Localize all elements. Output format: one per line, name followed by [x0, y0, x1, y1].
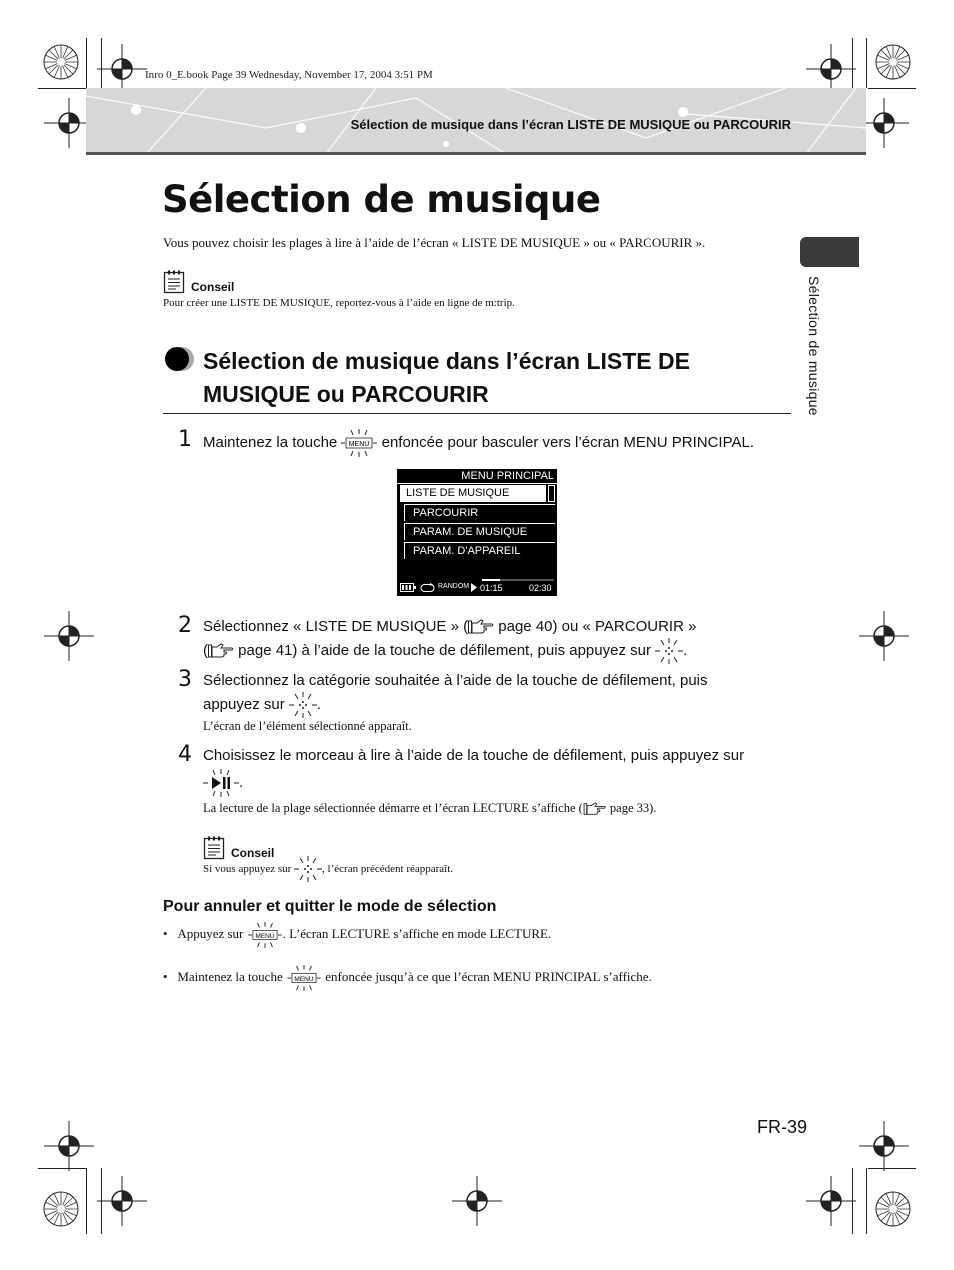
step-text-part: Maintenez la touche	[203, 433, 338, 451]
step-3-line-1: Sélectionnez la catégorie souhaitée à l’aide de la touche de défilement, puis	[203, 672, 708, 689]
play-pause-button-icon	[203, 769, 239, 797]
step-text-part: Sélectionnez « LISTE DE MUSIQUE » (	[203, 618, 469, 635]
bullet-mark: •	[163, 969, 168, 984]
step-2-line-1	[203, 615, 696, 638]
screen-divider	[397, 483, 557, 484]
chapter-side-label: Sélection de musique	[806, 276, 822, 416]
progress-bar	[482, 579, 554, 581]
crop-line	[101, 38, 102, 88]
step-text-part: (	[203, 641, 208, 659]
enter-button-icon	[289, 692, 317, 718]
tip-text-part: , l’écran précédent réapparaît.	[322, 863, 454, 875]
step-text-part: page 41) à l’aide de la touche de défilement, puis appuyez sur	[238, 641, 651, 659]
tip-label: Conseil	[191, 280, 235, 294]
bullet-item	[163, 921, 551, 948]
step-3-note: L’écran de l’élément sélectionné apparaît.	[203, 719, 412, 733]
step-number: 2	[178, 613, 192, 638]
crop-line	[852, 38, 853, 88]
bullet-item	[163, 964, 652, 991]
step-text-part: page 40) ou « PARCOURIR »	[498, 618, 697, 635]
bullet-text-part: . L’écran LECTURE s’affiche en mode LECTURE.	[282, 926, 552, 941]
screen-menu-item[interactable]: PARCOURIR	[404, 504, 555, 521]
color-rosette-icon	[875, 44, 911, 80]
step-3-line-2	[203, 692, 321, 718]
menu-key-label: MENU	[294, 975, 314, 983]
play-indicator-icon	[471, 583, 477, 592]
header-rule	[86, 152, 866, 155]
crop-line	[86, 38, 87, 88]
step-number: 4	[178, 742, 192, 767]
bullet-text-part: Maintenez la touche	[177, 969, 283, 984]
crop-line	[86, 1168, 87, 1234]
registration-mark-icon	[806, 44, 856, 94]
screen-menu-item[interactable]: PARAM. DE MUSIQUE	[404, 523, 555, 540]
step-text-part: .	[316, 695, 322, 713]
step-text-part: .	[683, 641, 688, 659]
crop-line	[866, 38, 867, 88]
crop-line	[38, 88, 86, 89]
page-number: FR-39	[757, 1117, 808, 1137]
registration-mark-icon	[806, 1176, 856, 1226]
print-slug: Inro 0_E.book Page 39 Wednesday, November 17, 2004 3:51 PM	[145, 69, 433, 81]
random-indicator: RANDOM	[438, 583, 470, 590]
crop-line	[38, 1168, 86, 1169]
battery-icon	[400, 583, 416, 592]
registration-mark-icon	[97, 44, 147, 94]
color-rosette-icon	[43, 44, 79, 80]
crop-line	[866, 1168, 867, 1234]
menu-button-icon	[286, 965, 322, 991]
step-text-part: .	[239, 773, 244, 791]
registration-mark-icon	[97, 1176, 147, 1226]
step-text-part: appuyez sur	[203, 695, 285, 713]
menu-key-label: MENU	[349, 441, 370, 448]
step-number: 3	[178, 667, 192, 692]
step-text-part: enfoncée pour basculer vers l’écran MENU PRINCIPAL.	[381, 433, 754, 451]
screen-scrollbar	[548, 485, 555, 502]
screen-selected-item[interactable]: LISTE DE MUSIQUE	[400, 485, 546, 502]
elapsed-time: 01:15	[480, 583, 503, 593]
screen-menu-item[interactable]: PARAM. D'APPAREIL	[404, 542, 555, 559]
enter-button-icon	[294, 856, 322, 882]
color-rosette-icon	[43, 1191, 79, 1227]
step-1-text	[203, 429, 754, 457]
note-part: page 33).	[609, 801, 657, 815]
registration-mark-icon	[859, 1121, 909, 1171]
menu-button-icon	[247, 922, 283, 948]
header-band	[86, 88, 866, 154]
bullet-text-part: Appuyez sur	[177, 926, 244, 941]
enter-button-icon	[655, 638, 683, 664]
registration-mark-icon	[859, 611, 909, 661]
note-part: La lecture de la plage sélectionnée démarre et l’écran LECTURE s’affiche (	[203, 801, 583, 815]
crop-line	[101, 1168, 102, 1234]
subsection-title: Pour annuler et quitter le mode de sélection	[163, 898, 497, 915]
step-number: 1	[178, 427, 192, 452]
section-title: Sélection de musique dans l’écran LISTE DE MUSIQUE ou PARCOURIR	[203, 348, 690, 407]
pointing-hand-icon	[468, 619, 494, 635]
section-bullet-icon	[163, 345, 195, 373]
tip-text: Pour créer une LISTE DE MUSIQUE, reportez-vous à l’aide en ligne de m:trip.	[163, 297, 515, 309]
device-screen	[397, 469, 557, 596]
color-rosette-icon	[875, 1191, 911, 1227]
chapter-tab	[800, 237, 859, 267]
crop-line	[852, 1168, 853, 1234]
step-4-line-2	[203, 769, 243, 797]
menu-key-label: MENU	[255, 932, 275, 940]
step-4-line-1: Choisissez le morceau à lire à l’aide de la touche de défilement, puis appuyez sur	[203, 747, 745, 764]
running-title: Sélection de musique dans l’écran LISTE DE MUSIQUE ou PARCOURIR	[350, 117, 791, 132]
pointing-hand-icon	[583, 802, 607, 816]
bullet-text-part: enfoncée jusqu’à ce que l’écran MENU PRINCIPAL s’affiche.	[325, 969, 652, 984]
crop-line	[868, 88, 916, 89]
registration-mark-icon	[452, 1176, 502, 1226]
total-time: 02:30	[529, 583, 552, 593]
tip-label: Conseil	[231, 846, 275, 860]
repeat-icon	[420, 583, 436, 593]
registration-mark-icon	[44, 611, 94, 661]
crop-line	[868, 1168, 916, 1169]
registration-mark-icon	[44, 1121, 94, 1171]
notepad-icon	[163, 270, 185, 294]
registration-mark-icon	[859, 98, 909, 148]
page-title: Sélection de musique	[162, 178, 601, 221]
menu-button-icon	[341, 429, 377, 457]
intro-text: Vous pouvez choisir les plages à lire à l’aide de l’écran « LISTE DE MUSIQUE » ou « PARCOURIR ».	[163, 235, 706, 250]
step-2-line-2	[203, 638, 687, 664]
step-4-note	[203, 801, 656, 816]
bullet-mark: •	[163, 926, 168, 941]
tip-text-part: Si vous appuyez sur	[203, 863, 292, 875]
screen-header: MENU PRINCIPAL	[461, 470, 554, 482]
tip-text	[203, 856, 453, 882]
section-rule	[163, 413, 791, 414]
pointing-hand-icon	[208, 643, 234, 659]
